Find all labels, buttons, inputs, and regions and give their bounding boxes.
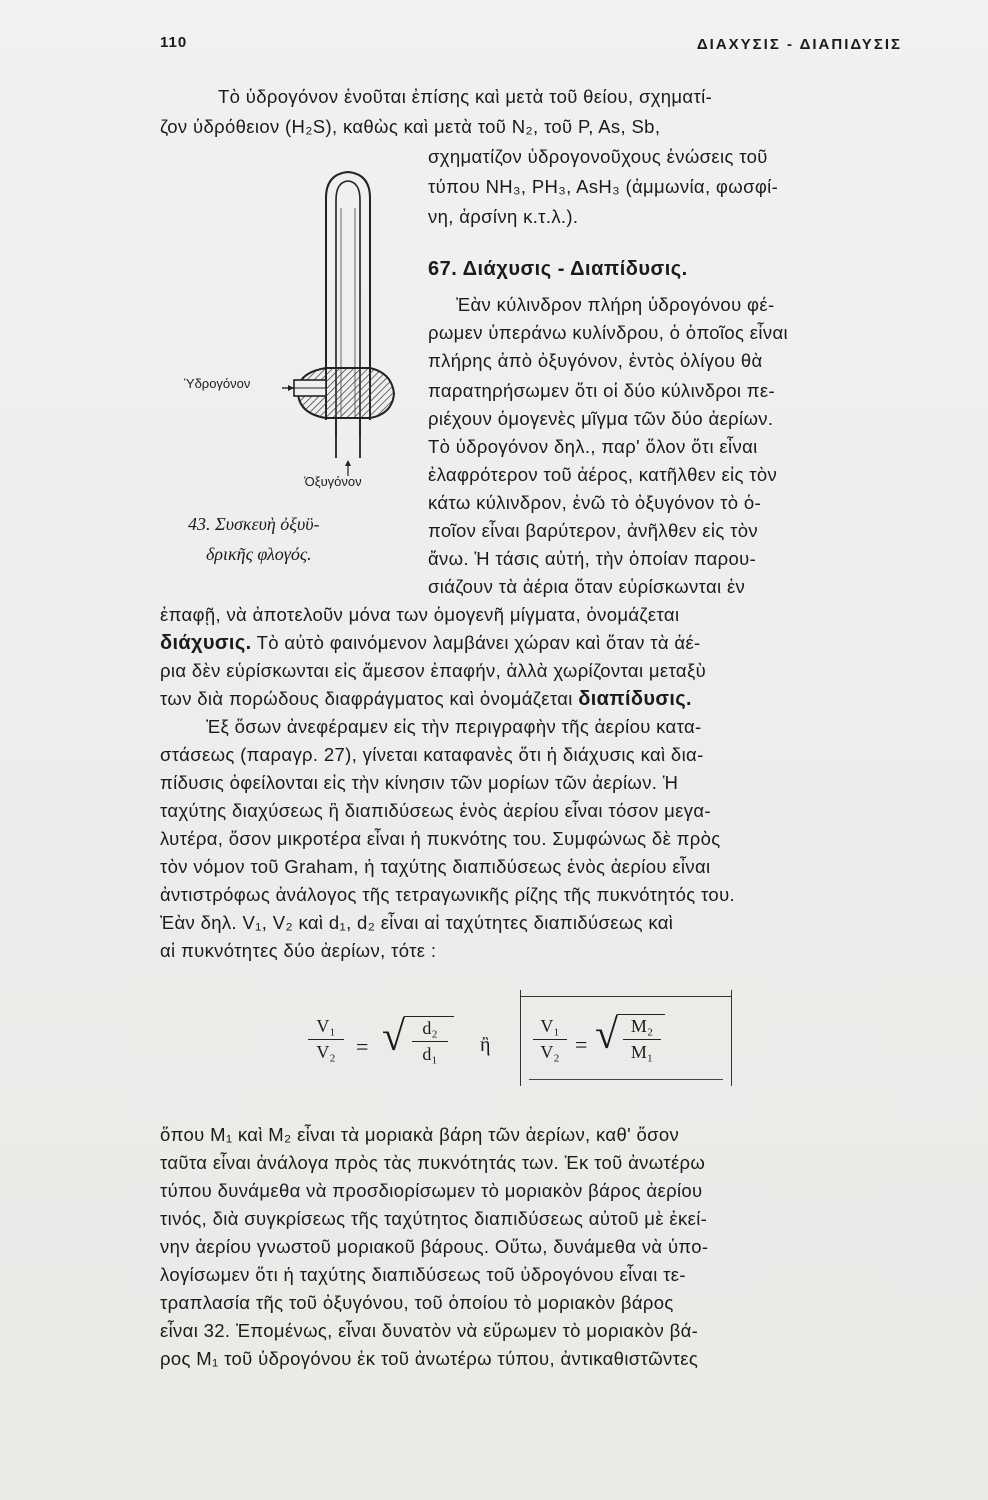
torch-figure [186, 168, 406, 498]
term-diffusion: διάχυσις. [160, 632, 252, 654]
text-line: ἄνω. Ἡ τάσις αὐτή, τὴν ὁποίαν παρου- [428, 548, 757, 569]
text-line: λογίσωμεν ὅτι ἡ ταχύτης διαπιδύσεως τοῦ ὑδρογόνου εἶναι τε- [160, 1264, 686, 1285]
text-line: ὅπου M₁ καὶ M₂ εἶναι τὰ μοριακὰ βάρη τῶν ἀερίων, καθ' ὅσον [160, 1124, 680, 1145]
fraction-denominator: M₁ [630, 1042, 654, 1062]
oxyhydrogen-torch-diagram [186, 168, 406, 498]
text-line: νη, ἀρσίνη κ.τ.λ.). [428, 206, 579, 227]
section-heading: 67. Διάχυσις - Διαπίδυσις. [428, 258, 688, 280]
text-line: ἀντιστρόφως ἀνάλογος τῆς τετραγωνικῆς ρίζης τῆς πυκνότητός του. [160, 884, 736, 905]
term-permeation: διαπίδυσις. [578, 688, 692, 710]
fraction-bar [623, 1039, 661, 1040]
radical-overline [617, 1014, 665, 1015]
fraction-numerator: d₂ [422, 1018, 438, 1038]
text-line: πλήρης ἀπὸ ὀξυγόνον, ἐντὸς ὀλίγου θὰ [428, 350, 763, 371]
text-line: σιάζουν τὰ ἀέρια ὅταν εὑρίσκωνται ἐν [428, 576, 746, 597]
text-line: στάσεως (παραγρ. 27), γίνεται καταφανὲς ὅτι ἡ διάχυσις καὶ δια- [160, 744, 704, 765]
figure-caption: 43. Συσκευὴ ὀξυϋ- [188, 514, 320, 534]
text-line: νην ἀερίου γνωστοῦ μοριακοῦ βάρους. Οὕτω, δυνάμεθα νὰ ὑπο- [160, 1236, 709, 1257]
fraction-v1-v2 [533, 1016, 567, 1063]
fraction-d2-d1 [412, 1018, 448, 1065]
text-line: Τὸ ὑδρογόνον ἑνοῦται ἐπίσης καὶ μετὰ τοῦ θείου, σχηματί- [218, 86, 713, 107]
boxed-formula [520, 990, 732, 1086]
text-line: Ἐξ ὅσων ἀνεφέραμεν εἰς τὴν περιγραφὴν τῆς ἀερίου κατα- [206, 716, 702, 737]
text-line [160, 688, 692, 710]
text-line: ἐπαφῇ, νὰ ἀποτελοῦν μόνα των ὁμογενῆ μίγματα, ὀνομάζεται [160, 604, 680, 625]
radical-overline [404, 1016, 454, 1017]
box-bottom-rule [529, 1079, 723, 1080]
fraction-numerator: V₁ [316, 1016, 336, 1036]
fraction-m2-m1 [623, 1016, 661, 1063]
text-line: τινός, διὰ συγκρίσεως τῆς ταχύτητος διαπιδύσεως αὐτοῦ μὲ ἐκεί- [160, 1208, 708, 1229]
text-line: ρωμεν ὑπεράνω κυλίνδρου, ὁ ὁποῖος εἶναι [428, 322, 788, 343]
text-line: ἐλαφρότερον τοῦ ἀέρος, κατῆλθεν εἰς τὸν [428, 464, 778, 485]
equals-sign: = [575, 1032, 588, 1057]
radical-sign: √ [382, 1014, 406, 1060]
text-line: Ἐὰν δηλ. V₁, V₂ καὶ d₁, d₂ εἶναι αἱ ταχύτητες διαπιδύσεως καὶ [160, 912, 674, 933]
page-number: 110 [160, 34, 188, 51]
fraction-bar [533, 1039, 567, 1040]
text-line: τύπου NH₃, PH₃, AsH₃ (ἀμμωνία, φωσφί- [428, 176, 779, 197]
text-line: πίδυσις ὀφείλονται εἰς τὴν κίνησιν τῶν μορίων τῶν ἀερίων. Ἡ [160, 772, 679, 793]
text-line: ποῖον εἶναι βαρύτερον, ἀνῆλθεν εἰς τὸν [428, 520, 758, 541]
text-span: των διὰ πορώδους διαφράγματος καὶ ὀνομάζεται [160, 688, 579, 709]
text-line: ρια δὲν εὑρίσκωνται εἰς ἄμεσον ἐπαφήν, ἀλλὰ χωρίζονται μεταξὺ [160, 660, 707, 681]
fraction-bar [412, 1041, 448, 1042]
fraction-denominator: V₂ [540, 1042, 560, 1062]
text-line: λυτέρα, ὅσον μικροτέρα εἶναι ἡ πυκνότης του. Συμφώνως δὲ πρὸς [160, 828, 721, 849]
text-line: ριέχουν ὁμογενὲς μῖγμα τῶν δύο ἀερίων. [428, 408, 774, 429]
text-line: κάτω κύλινδρον, ἐνῶ τὸ ὀξυγόνον τὸ ὁ- [428, 492, 762, 513]
text-line: εἶναι 32. Ἐπομένως, εἶναι δυνατὸν νὰ εὕρωμεν τὸ μοριακὸν βά- [160, 1320, 699, 1341]
oxygen-label: Ὀξυγόνον [304, 474, 362, 489]
text-line: αἱ πυκνότητες δύο ἀερίων, τότε : [160, 940, 437, 961]
text-line: ρος M₁ τοῦ ὑδρογόνου ἐκ τοῦ ἀνωτέρω τύπου, ἀντικαθιστῶντες [160, 1348, 699, 1369]
text-line: τραπλασία τῆς τοῦ ὀξυγόνου, τοῦ ὁποίου τὸ μοριακὸν βάρος [160, 1292, 674, 1313]
figure-caption: δρικῆς φλογός. [206, 544, 312, 564]
text-line: τύπου δυνάμεθα νὰ προσδιορίσωμεν τὸ μοριακὸν βάρος ἀερίου [160, 1180, 703, 1201]
equals-sign: = [356, 1034, 369, 1059]
radical-sign: √ [595, 1012, 619, 1058]
fraction-denominator: V₂ [316, 1042, 336, 1062]
fraction-v1-v2 [308, 1016, 344, 1063]
text-line: ταῦτα εἶναι ἀνάλογα πρὸς τὰς πυκνότητάς των. Ἐκ τοῦ ἀνωτέρω [160, 1152, 706, 1173]
fraction-denominator: d₁ [422, 1044, 438, 1064]
or-word: ἢ [480, 1034, 491, 1056]
text-line: Ἐὰν κύλινδρον πλήρη ὑδρογόνου φέ- [456, 294, 775, 315]
text-span: Τὸ αὐτὸ φαινόμενον λαμβάνει χώραν καὶ ὅταν τὰ ἀέ- [251, 632, 701, 653]
fraction-bar [308, 1039, 344, 1040]
text-line: παρατηρήσωμεν ὅτι οἱ δύο κύλινδροι πε- [428, 380, 776, 401]
running-title: ΔΙΑΧΥΣΙΣ - ΔΙΑΠΙΔΥΣΙΣ [696, 36, 902, 53]
text-line: Τὸ ὑδρογόνον δηλ., παρ' ὅλον ὅτι εἶναι [428, 436, 758, 457]
text-line: ζον ὑδρόθειον (H₂S), καθὼς καὶ μετὰ τοῦ N₂, τοῦ P, As, Sb, [160, 116, 661, 137]
text-line: τὸν νόμον τοῦ Graham, ἡ ταχύτης διαπιδύσεως ἑνὸς ἀερίου εἶναι [160, 856, 711, 877]
text-line [160, 632, 701, 654]
fraction-numerator: V₁ [540, 1016, 560, 1036]
hydrogen-label: Ὑδρογόνον [184, 376, 251, 391]
text-line: ταχύτης διαχύσεως ἢ διαπιδύσεως ἑνὸς ἀερίου εἶναι τόσον μεγα- [160, 800, 711, 821]
text-line: σχηματίζον ὑδρογονοῦχους ἑνώσεις τοῦ [428, 146, 768, 167]
box-top-rule [521, 996, 731, 997]
fraction-numerator: M₂ [630, 1016, 654, 1036]
